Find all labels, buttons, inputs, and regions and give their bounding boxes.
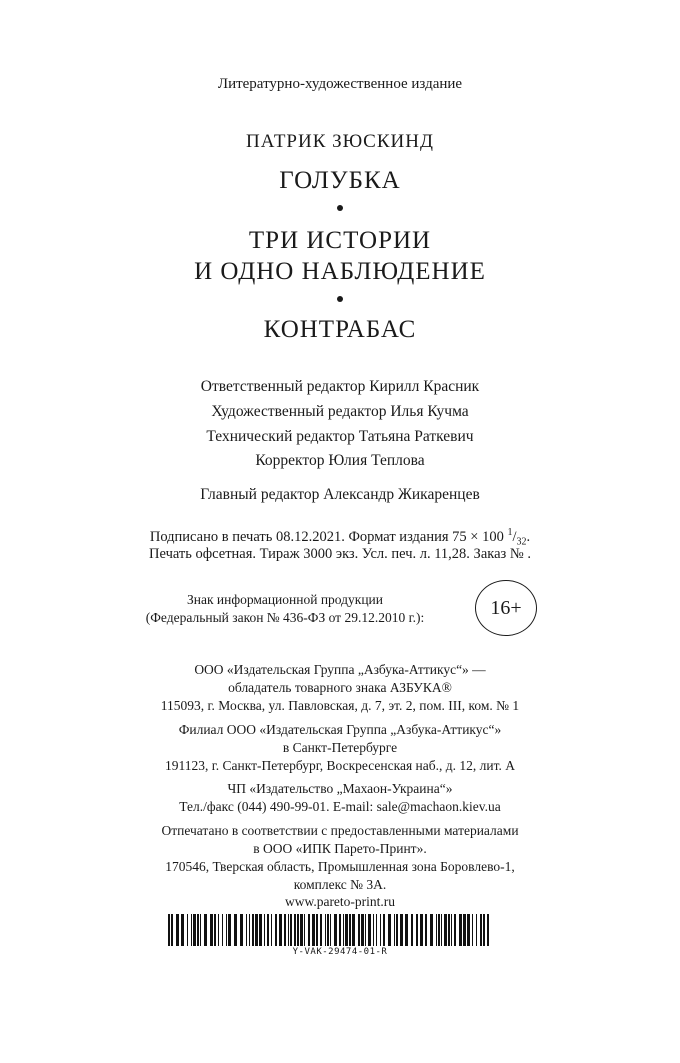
barcode-bar xyxy=(214,914,216,946)
barcode-bar xyxy=(451,914,452,946)
barcode-bar xyxy=(345,914,348,946)
printer-line: комплекс № 3А. xyxy=(293,877,387,892)
publisher-line: ЧП «Издательство „Махаон-Украина“» xyxy=(227,781,453,796)
barcode-bar xyxy=(300,914,303,946)
barcode-bar xyxy=(222,914,223,946)
barcode-bar xyxy=(405,914,408,946)
barcode-bar xyxy=(380,914,381,946)
barcode-bar xyxy=(463,914,466,946)
barcode-bar xyxy=(204,914,207,946)
barcode-bar xyxy=(288,914,289,946)
barcode-bar xyxy=(327,914,329,946)
info-sign-law: (Федеральный закон № 436-ФЗ от 29.12.2010 г.): xyxy=(145,610,425,625)
print-info-end: . xyxy=(526,528,531,545)
barcode-bar xyxy=(197,914,199,946)
barcode-bar xyxy=(368,914,371,946)
age-rating-badge xyxy=(475,580,537,636)
barcode-code: Y-VAK-29474-01-R xyxy=(292,947,388,957)
barcode-bar xyxy=(483,914,485,946)
barcode-bar xyxy=(234,914,237,946)
barcode-bar xyxy=(294,914,296,946)
barcode-bar xyxy=(193,914,196,946)
barcode-bar xyxy=(191,914,192,946)
barcode-bar xyxy=(308,914,310,946)
barcode-bar xyxy=(255,914,258,946)
printer-line: 170546, Тверская область, Промышленная зона Боровлево-1, xyxy=(165,859,515,874)
barcode-bar xyxy=(472,914,473,946)
barcode-bar xyxy=(200,914,201,946)
barcode-bar xyxy=(290,914,292,946)
edition-type: Литературно-художественное издание xyxy=(217,76,463,92)
barcode-bar xyxy=(343,914,344,946)
barcode-bar xyxy=(325,914,326,946)
format-fraction-denominator: 32 xyxy=(516,536,527,548)
barcode-bar xyxy=(259,914,262,946)
barcode-bar xyxy=(448,914,450,946)
barcode-bar xyxy=(275,914,277,946)
barcode-bar xyxy=(176,914,179,946)
publisher-line: в Санкт-Петербурге xyxy=(282,740,398,755)
barcode-bar xyxy=(416,914,418,946)
barcode-bar xyxy=(249,914,250,946)
barcode-bar xyxy=(267,914,269,946)
barcode-bar xyxy=(320,914,322,946)
barcode-bar xyxy=(168,914,170,946)
publisher-line: обладатель товарного знака АЗБУКА® xyxy=(228,680,452,695)
printer-line: в ООО «ИПК Парето-Принт». xyxy=(253,841,427,856)
barcode-bar xyxy=(271,914,272,946)
bullet-separator xyxy=(337,205,343,211)
barcode-bar xyxy=(312,914,315,946)
barcode-bar xyxy=(373,914,374,946)
barcode-bar xyxy=(396,914,398,946)
barcode-bar xyxy=(187,914,188,946)
printer-line: Отпечатано в соответствии с предоставленными материалами xyxy=(161,823,519,838)
barcode-bar xyxy=(436,914,437,946)
age-rating-text: 16+ xyxy=(490,596,522,619)
responsible-editor: Ответственный редактор Кирилл Красник xyxy=(200,378,480,395)
barcode-bar xyxy=(304,914,305,946)
barcode-bar xyxy=(476,914,477,946)
barcode-bar xyxy=(279,914,282,946)
format-fraction-numerator: 1 xyxy=(507,527,513,538)
publisher-contact: Тел./факс (044) 490-99-01. E-mail: sale@machaon.kiev.ua xyxy=(179,799,501,814)
info-sign-label: Знак информационной продукции xyxy=(186,592,384,607)
barcode-bar xyxy=(246,914,247,946)
barcode-bar xyxy=(218,914,219,946)
tech-editor: Технический редактор Татьяна Раткевич xyxy=(206,428,474,445)
barcode-bar xyxy=(358,914,360,946)
barcode-bar xyxy=(411,914,413,946)
barcode-bar xyxy=(352,914,355,946)
barcode-bar xyxy=(349,914,351,946)
proofreader: Корректор Юлия Теплова xyxy=(255,452,425,469)
barcode-bar xyxy=(361,914,364,946)
barcode-bar xyxy=(444,914,447,946)
barcode-bar xyxy=(264,914,265,946)
print-info-line1: Подписано в печать 08.12.2021. Формат издания 75 × 100 $^1/_{32}$. xyxy=(149,527,531,548)
barcode-bar xyxy=(226,914,227,946)
barcode-bar xyxy=(284,914,286,946)
barcode-bar xyxy=(430,914,433,946)
barcode-bar xyxy=(228,914,231,946)
barcode-image xyxy=(168,914,494,946)
print-info-line2: Печать офсетная. Тираж 3000 экз. Усл. печ. л. 11,28. Заказ № . xyxy=(149,546,531,562)
barcode-bar xyxy=(210,914,213,946)
barcode-bar xyxy=(252,914,254,946)
bullet-separator xyxy=(337,296,343,302)
barcode-bar xyxy=(420,914,423,946)
author-name: ПАТРИК ЗЮСКИНД xyxy=(246,131,434,152)
barcode-bar xyxy=(441,914,442,946)
title-golubka: ГОЛУБКА xyxy=(279,167,401,194)
barcode-bar xyxy=(240,914,243,946)
barcode-bar xyxy=(388,914,391,946)
title-kontrabas: КОНТРАБАС xyxy=(263,316,417,343)
barcode-bar xyxy=(334,914,337,946)
barcode-bar xyxy=(376,914,377,946)
barcode-bar xyxy=(330,914,331,946)
barcode-bar xyxy=(297,914,299,946)
barcode-bar xyxy=(425,914,427,946)
barcode-bar xyxy=(365,914,366,946)
barcode-bar xyxy=(487,914,489,946)
publisher-line: 191123, г. Санкт-Петербург, Воскресенская наб., д. 12, лит. А xyxy=(165,758,515,773)
barcode-bar xyxy=(467,914,470,946)
print-info-main: Подписано в печать 08.12.2021. Формат издания 75 × 100 xyxy=(149,528,508,545)
barcode-bar xyxy=(454,914,456,946)
barcode-bar xyxy=(316,914,318,946)
barcode-bar xyxy=(171,914,173,946)
barcode-bar xyxy=(339,914,341,946)
title-three-stories-line1: ТРИ ИСТОРИИ xyxy=(248,227,432,254)
publisher-line: Филиал ООО «Издательская Группа „Азбука-Аттикус“» xyxy=(178,722,502,737)
chief-editor: Главный редактор Александр Жикаренцев xyxy=(200,486,480,503)
publisher-line: ООО «Издательская Группа „Азбука-Аттикус“» — xyxy=(194,662,486,677)
barcode-bar xyxy=(394,914,395,946)
title-three-stories-line2: И ОДНО НАБЛЮДЕНИЕ xyxy=(194,258,486,285)
barcode-bar xyxy=(181,914,184,946)
barcode-bar xyxy=(400,914,403,946)
art-editor: Художественный редактор Илья Кучма xyxy=(211,403,469,420)
printer-website: www.pareto-print.ru xyxy=(284,894,396,909)
publisher-line: 115093, г. Москва, ул. Павловская, д. 7, эт. 2, пом. III, ком. № 1 xyxy=(160,698,520,713)
barcode-bar xyxy=(438,914,440,946)
barcode-bar xyxy=(459,914,462,946)
barcode-bar xyxy=(383,914,385,946)
barcode-bar xyxy=(480,914,482,946)
